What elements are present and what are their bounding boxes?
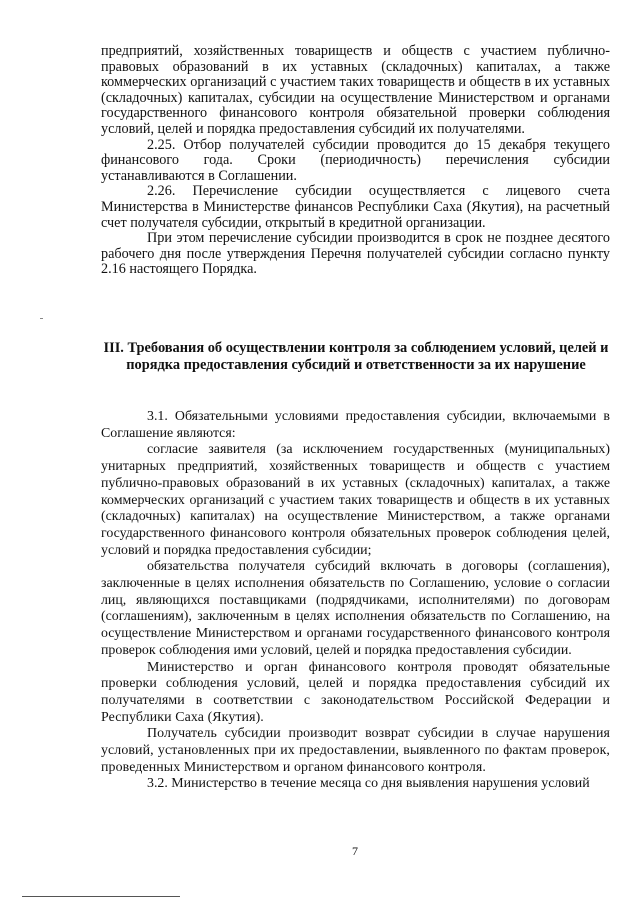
paragraph-obligation: обязательства получателя субсидий включать в договоры (соглашения), заключенные в целях исполнения обязательств по Соглашению, условие о согласии лиц, являющихся поставщиками (подрядчиками, исполнителями) по договорам (соглашениям), заключенным в целях исполнения обязательств по Соглашению, на осуществление Министерством и органами государственного финансового контроля проверок соблюдения ими условий, целей и порядка предоставления субсидии. <box>101 559 610 658</box>
page-number: 7 <box>352 844 358 858</box>
margin-mark <box>40 318 43 319</box>
section-3-body <box>101 409 610 793</box>
paragraph-refund: Получатель субсидии производит возврат субсидии в случае нарушения условий, установленных при их предоставлении, выявленного по фактам проверок, проведенных Министерством и органом финансового контроля. <box>101 726 610 775</box>
paragraph-3-1: 3.1. Обязательными условиями предоставления субсидии, включаемыми в Соглашение являются: <box>101 409 610 441</box>
section-3-heading: III. Требования об осуществлении контроля за соблюдением условий, целей и порядка предоставления субсидий и ответственности за их нарушение <box>103 340 609 373</box>
paragraph-consent: согласие заявителя (за исключением государственных (муниципальных) унитарных предприятий, хозяйственных товариществ и обществ с участием публично-правовых образований в их уставных (складочных) капиталах, а также коммерческих организаций с участием таких товариществ и обществ в их уставных (складочных) капиталах) на осуществление Министерством, а также органами государственного финансового контроля обязательных проверок соблюдения целей, условий и порядка предоставления субсидии; <box>101 442 610 558</box>
paragraph-2-26: 2.26. Перечисление субсидии осуществляется с лицевого счета Министерства в Министерстве финансов Республики Саха (Якутия), на расчетный счет получателя субсидии, открытый в кредитной организации. <box>101 183 610 231</box>
paragraph-3-2: 3.2. Министерство в течение месяца со дня выявления нарушения условий <box>147 776 590 792</box>
paragraph-transfer-deadline: При этом перечисление субсидии производится в срок не позднее десятого рабочего дня после утверждения Перечня получателей субсидии согласно пункту 2.16 настоящего Порядка. <box>101 230 610 278</box>
paragraph-ministry-checks: Министерство и орган финансового контроля проводят обязательные проверки соблюдения условий, целей и порядка предоставления субсидий их получателями в соответствии с законодательством Российской Федерации и Республики Саха (Якутия). <box>101 659 610 725</box>
paragraph-continuation: предприятий, хозяйственных товариществ и обществ с участием публично-правовых образований в их уставных (складочных) капиталах, а также коммерческих организаций с участием таких товариществ и обществ в их уставных (складочных) капиталах, субсидии на осуществление Министерством и органами государственного финансового контроля обязательной проверки соблюдения условий, целей и порядка предоставления субсидий их получателями. <box>101 43 610 137</box>
paragraph-2-25: 2.25. Отбор получателей субсидии проводится до 15 декабря текущего финансового года. Сроки (периодичность) перечисления субсидии устанавливаются в Соглашении. <box>101 136 610 184</box>
footer-divider <box>22 896 180 897</box>
section-2-continuation <box>101 44 610 278</box>
